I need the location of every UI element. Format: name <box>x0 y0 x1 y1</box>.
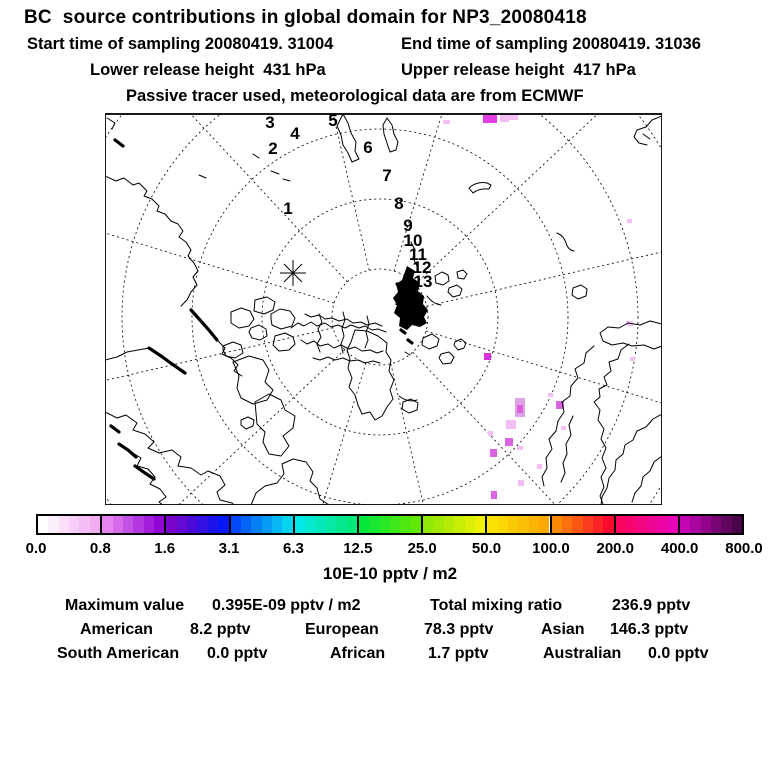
page-title: BC source contributions in global domain for NP3_20080418 <box>24 7 587 28</box>
plume-patch <box>483 114 497 123</box>
trajectory-point-label: 5 <box>328 111 338 130</box>
colorbar-tick-label: 25.0 <box>407 540 437 557</box>
region-african-value: 1.7 pptv <box>428 645 489 662</box>
colorbar-section <box>229 516 293 533</box>
colorbar-tick-label: 100.0 <box>532 540 570 557</box>
colorbar-tick-label: 6.3 <box>283 540 304 557</box>
colorbar-tick-label: 400.0 <box>660 540 699 557</box>
end-time-label: End time of sampling 20080419. 31036 <box>401 35 701 53</box>
colorbar-tick-label: 50.0 <box>471 540 502 557</box>
receptor-star-marker <box>280 260 306 286</box>
plume-patches <box>443 114 635 499</box>
plume-patch <box>500 115 509 122</box>
trajectory-point-label: 1 <box>283 199 293 218</box>
trajectory-point-label: 2 <box>268 139 278 158</box>
plume-patch <box>630 357 635 361</box>
colorbar-section <box>421 516 485 533</box>
trajectory-point-label: 9 <box>403 216 413 235</box>
trajectory-point-label: 13 <box>413 272 433 291</box>
colorbar-section <box>293 516 357 533</box>
colorbar-tick-label: 0.0 <box>25 540 47 557</box>
plume-patch <box>488 431 493 436</box>
plume-patch <box>506 420 516 429</box>
upper-release-label: Upper release height 417 hPa <box>401 61 636 79</box>
plume-patch <box>490 449 497 457</box>
colorbar-section <box>38 516 100 533</box>
colorbar-tick-label: 800.0 <box>725 540 763 557</box>
colorbar-tick-label: 200.0 <box>596 540 635 557</box>
plume-patch <box>518 480 524 486</box>
plume-patch <box>491 491 497 499</box>
plume-patch <box>443 120 450 124</box>
colorbar-section <box>100 516 164 533</box>
plume-patch <box>517 446 523 450</box>
colorbar-section <box>164 516 228 533</box>
colorbar-tick-label: 12.5 <box>343 540 373 557</box>
colorbar-units-label: 10E-10 pptv / m2 <box>322 564 458 583</box>
region-american-value: 8.2 pptv <box>190 621 251 638</box>
plume-patch <box>561 426 566 430</box>
region-australian-value: 0.0 pptv <box>648 645 709 662</box>
colorbar-section <box>550 516 614 533</box>
trajectory-point-label: 6 <box>363 138 373 157</box>
colorbar-section <box>357 516 421 533</box>
plume-patch <box>505 438 513 446</box>
trajectory-point-label: 11 <box>409 245 427 264</box>
lower-release-label: Lower release height 431 hPa <box>90 61 326 79</box>
trajectory-point-label: 12 <box>412 258 432 277</box>
graticule <box>105 104 662 505</box>
trajectory-point-label: 7 <box>382 166 392 185</box>
region-african-label: African <box>330 645 386 662</box>
start-time-label: Start time of sampling 20080419. 31004 <box>27 35 334 53</box>
plume-patch <box>537 464 542 469</box>
region-european-value: 78.3 pptv <box>424 621 494 638</box>
tracer-note: Passive tracer used, meteorological data are from ECMWF <box>126 87 584 105</box>
trajectory-point-label: 4 <box>290 124 300 143</box>
colorbar-tick-label: 3.1 <box>218 540 240 557</box>
colorbar-ticks <box>0 540 768 558</box>
polar-map <box>105 104 662 505</box>
region-south-american-value: 0.0 pptv <box>207 645 268 662</box>
colorbar <box>36 514 744 535</box>
total-mixing-ratio-label: Total mixing ratio <box>430 597 563 614</box>
plume-patch <box>548 393 553 397</box>
trajectory-point-label: 10 <box>403 231 423 250</box>
plume-patch <box>484 353 491 360</box>
colorbar-section <box>614 516 678 533</box>
region-asian-value: 146.3 pptv <box>610 621 689 638</box>
plume-patch <box>627 219 632 223</box>
colorbar-section <box>678 516 742 533</box>
maximum-value-label: Maximum value <box>65 597 185 614</box>
region-american-label: American <box>80 621 153 638</box>
trajectory-point-label: 8 <box>394 194 404 213</box>
region-asian-label: Asian <box>541 621 585 638</box>
colorbar-section <box>485 516 549 533</box>
colorbar-tick-label: 0.8 <box>89 540 111 557</box>
total-mixing-ratio-value: 236.9 pptv <box>612 597 691 614</box>
region-european-label: European <box>305 621 379 638</box>
region-south-american-label: South American <box>57 645 180 662</box>
trajectory-point-label: 20 <box>394 298 414 317</box>
colorbar-tick-label: 1.6 <box>154 540 176 557</box>
plume-patch <box>517 405 523 413</box>
maximum-value: 0.395E-09 pptv / m2 <box>212 597 361 614</box>
trajectory-point-label: 3 <box>265 113 275 132</box>
region-australian-label: Australian <box>543 645 622 662</box>
